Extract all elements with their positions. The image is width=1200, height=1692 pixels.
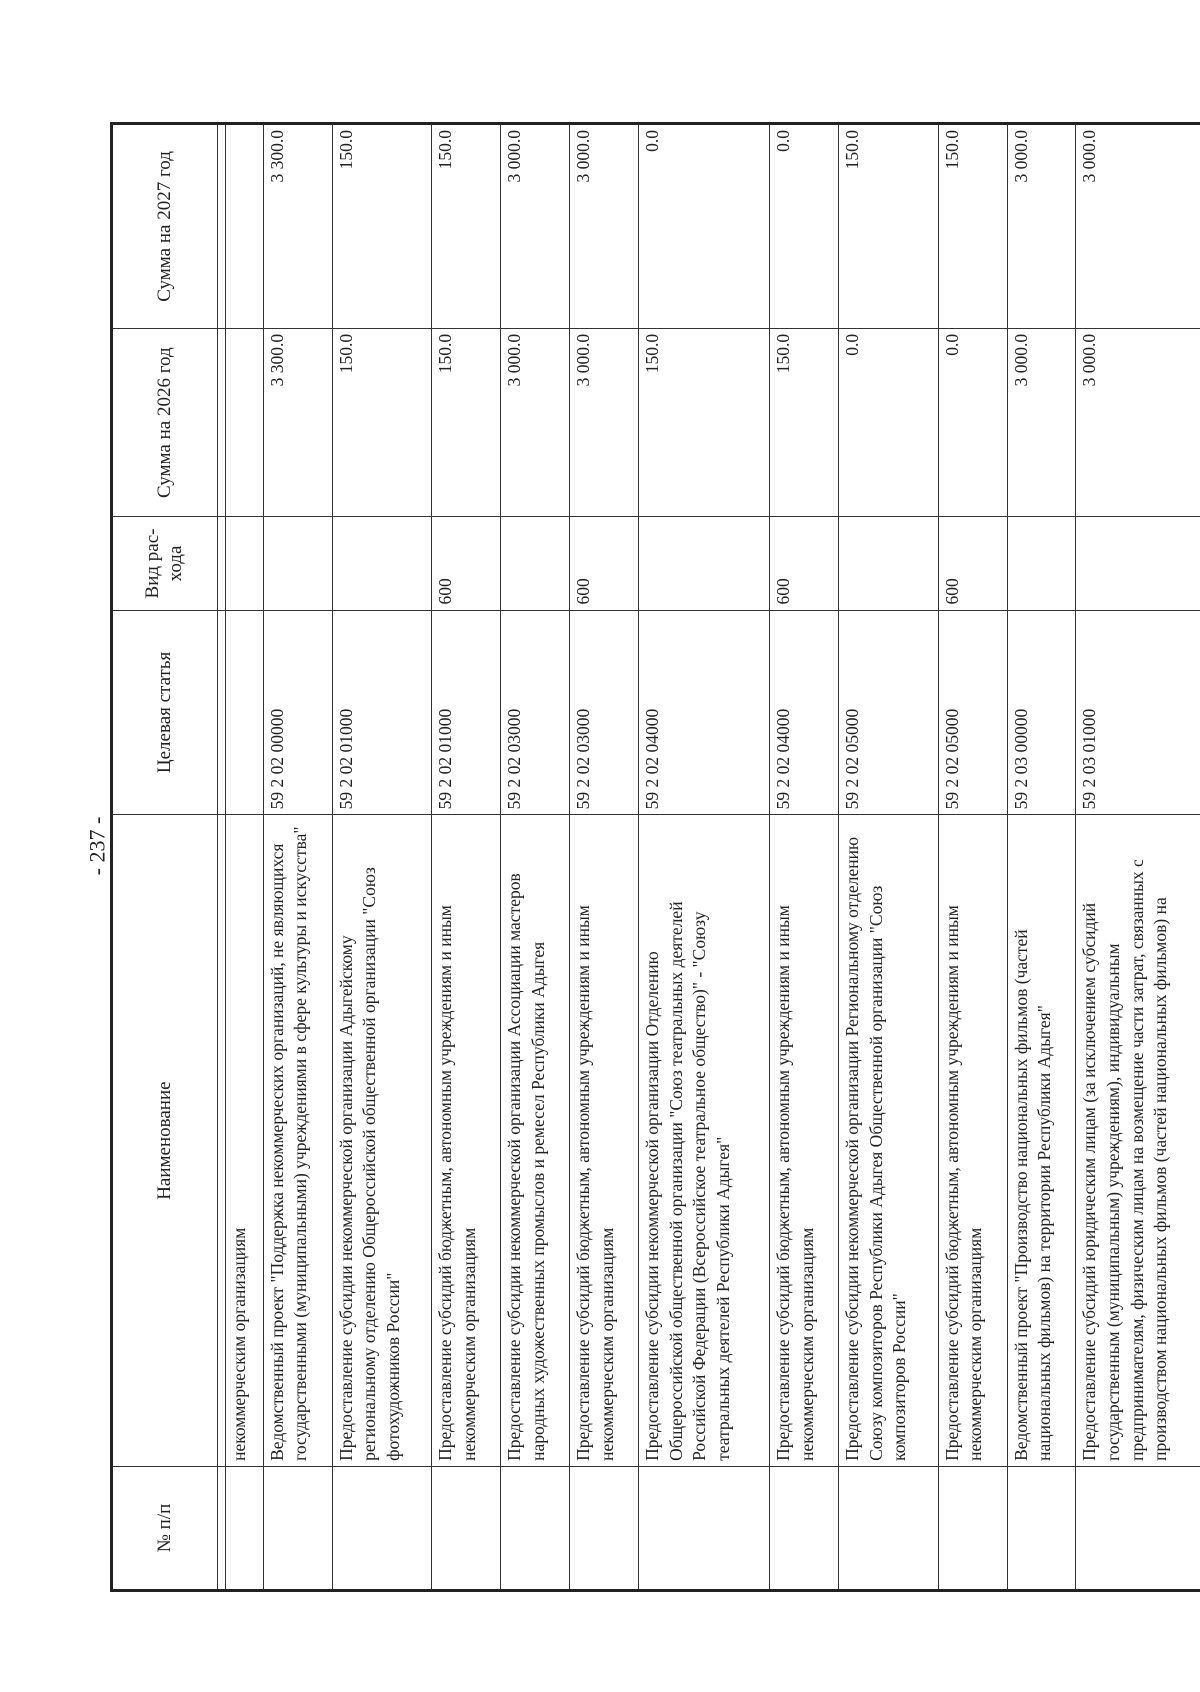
row-article: 59 2 02 04000 (638, 610, 769, 815)
row-sum-2027: 150.0 (938, 124, 1007, 329)
row-article: 59 2 02 03000 (501, 610, 570, 815)
row-article: 59 2 02 05000 (938, 610, 1007, 815)
row-num (938, 1466, 1007, 1590)
row-sum-2026: 3 000.0 (1076, 328, 1200, 517)
table-body (218, 124, 1200, 1591)
row-article: 59 2 03 01000 (1076, 610, 1200, 815)
row-num (570, 1466, 639, 1590)
row-sum-2026: 150.0 (432, 328, 501, 517)
table-row (570, 124, 639, 1591)
row-sum-2027: 3 000.0 (1076, 124, 1200, 329)
header-sum-2027: Сумма на 2027 год (112, 124, 218, 329)
row-name: Предоставление субсидии некоммерческой организации Ассоциации мастеров народных художественных промыслов и ремесел Республики Адыгея (501, 815, 570, 1467)
row-sum-2026: 150.0 (332, 328, 432, 517)
row-sum-2026: 150.0 (638, 328, 769, 517)
budget-table (110, 122, 1200, 1592)
row-article: 59 2 02 03000 (570, 610, 639, 815)
row-article (226, 610, 264, 815)
row-name: Предоставление субсидий бюджетным, автономным учреждениям и иным некоммерческим организациям (938, 815, 1007, 1467)
row-name: Предоставление субсидий бюджетным, автономным учреждениям и иным некоммерческим организациям (432, 815, 501, 1467)
row-sum-2026: 3 000.0 (501, 328, 570, 517)
row-sum-2027: 3 300.0 (263, 124, 332, 329)
row-type (226, 517, 264, 610)
row-name: Ведомственный проект "Поддержка некоммерческих организаций, не являющихся государственными (муниципальными) учреждениями в сфере культуры и искусства" (263, 815, 332, 1467)
row-type: 600 (938, 517, 1007, 610)
row-name: Ведомственный проект "Производство национальных фильмов (частей национальных фильмов) на территории Республики Адыгея" (1007, 815, 1076, 1467)
row-article: 59 2 02 00000 (263, 610, 332, 815)
row-num (770, 1466, 839, 1590)
row-name: Предоставление субсидий юридическим лицам (за исключением субсидий государственным (муниципальным) учреждениям), индивидуальным предпринимателям, физическим лицам на возмещение части затрат, связанных с производством национальных фильмов (частей национальных фильмов) на (1076, 815, 1200, 1467)
row-article: 59 2 02 01000 (332, 610, 432, 815)
row-name: Предоставление субсидий бюджетным, автономным учреждениям и иным некоммерческим организациям (570, 815, 639, 1467)
budget-table-container (110, 122, 1200, 1592)
row-type (501, 517, 570, 610)
row-sum-2026: 0.0 (838, 328, 938, 517)
row-type (1007, 517, 1076, 610)
row-sum-2027: 150.0 (838, 124, 938, 329)
header-article: Целевая статья (112, 610, 218, 815)
row-sum-2027: 150.0 (332, 124, 432, 329)
table-row (770, 124, 839, 1591)
table-row (1007, 124, 1076, 1591)
header-name: Наименование (112, 815, 218, 1467)
table-row (332, 124, 432, 1591)
page-number: - 237 - (84, 816, 110, 876)
row-sum-2026 (226, 328, 264, 517)
table-row (938, 124, 1007, 1591)
table-row (838, 124, 938, 1591)
row-type (1076, 517, 1200, 610)
table-row (638, 124, 769, 1591)
row-sum-2027: 150.0 (432, 124, 501, 329)
row-sum-2027: 3 000.0 (501, 124, 570, 329)
row-name: Предоставление субсидии некоммерческой организации Адыгейскому региональному отделению Общероссийской общественной организации "Союз фотохудожников России" (332, 815, 432, 1467)
header-num: № п/п (112, 1466, 218, 1590)
row-sum-2026: 3 000.0 (570, 328, 639, 517)
row-sum-2027: 3 000.0 (1007, 124, 1076, 329)
row-num (226, 1466, 264, 1590)
header-sum-2026: Сумма на 2026 год (112, 328, 218, 517)
row-sum-2026: 0.0 (938, 328, 1007, 517)
table-row (1076, 124, 1200, 1591)
row-num (838, 1466, 938, 1590)
header-type: Вид рас-хода (112, 517, 218, 610)
row-type: 600 (770, 517, 839, 610)
row-sum-2027: 3 000.0 (570, 124, 639, 329)
row-type (838, 517, 938, 610)
row-sum-2026: 150.0 (770, 328, 839, 517)
row-sum-2027: 0.0 (638, 124, 769, 329)
row-type (638, 517, 769, 610)
row-sum-2027: 0.0 (770, 124, 839, 329)
row-type (332, 517, 432, 610)
row-num (263, 1466, 332, 1590)
row-article: 59 2 02 05000 (838, 610, 938, 815)
row-name: некоммерческим организациям (226, 815, 264, 1467)
row-article: 59 2 03 00000 (1007, 610, 1076, 815)
row-num (1007, 1466, 1076, 1590)
row-name: Предоставление субсидий бюджетным, автономным учреждениям и иным некоммерческим организациям (770, 815, 839, 1467)
row-num (638, 1466, 769, 1590)
spacer-row (218, 124, 226, 1591)
row-name: Предоставление субсидии некоммерческой организации Отделению Общероссийской общественной организации "Союз театральных деятелей Российской Федерации (Всероссийское театральное общество)" - "Союзу театральных деятелей Республики Адыгея" (638, 815, 769, 1467)
row-type (263, 517, 332, 610)
table-row (226, 124, 264, 1591)
table-header-row (112, 124, 218, 1591)
table-row (432, 124, 501, 1591)
row-sum-2027 (226, 124, 264, 329)
row-article: 59 2 02 01000 (432, 610, 501, 815)
row-article: 59 2 02 04000 (770, 610, 839, 815)
row-num (1076, 1466, 1200, 1590)
row-sum-2026: 3 000.0 (1007, 328, 1076, 517)
row-num (501, 1466, 570, 1590)
row-type: 600 (432, 517, 501, 610)
row-sum-2026: 3 300.0 (263, 328, 332, 517)
table-row (263, 124, 332, 1591)
row-num (432, 1466, 501, 1590)
table-row (501, 124, 570, 1591)
row-type: 600 (570, 517, 639, 610)
row-name: Предоставление субсидии некоммерческой организации Региональному отделению Союзу композиторов Республики Адыгея Общественной организации "Союз композиторов России" (838, 815, 938, 1467)
row-num (332, 1466, 432, 1590)
